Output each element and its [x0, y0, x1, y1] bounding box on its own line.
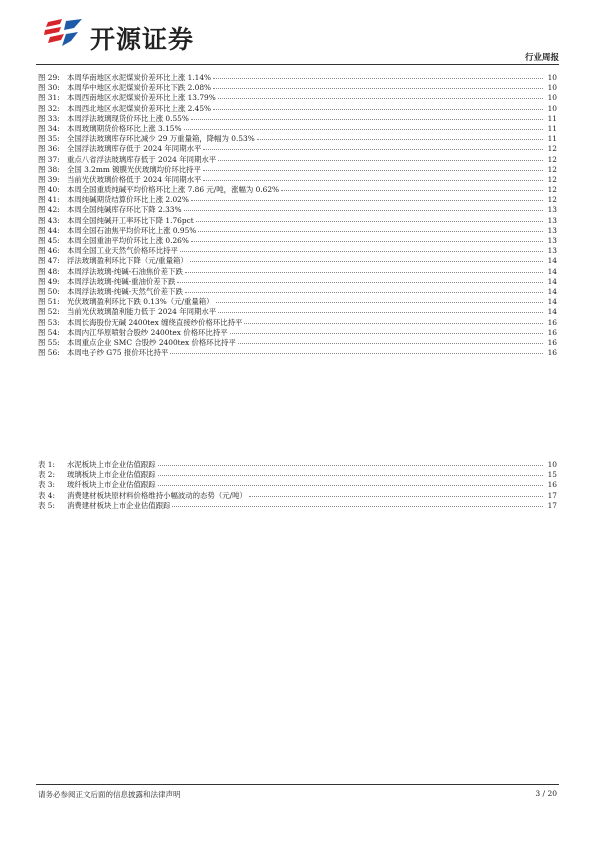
toc-entry-title: 本周华中地区水泥煤炭价差环比下跌 2.08% [67, 83, 212, 93]
toc-entry-title: 本周西南地区水泥煤炭价差环比上涨 13.79% [67, 93, 216, 103]
toc-entry-label: 图 36: [38, 144, 60, 154]
toc-entry-title: 全国浮法玻璃库存低于 2024 年同期水平 [67, 144, 202, 154]
toc-entry-page: 12 [547, 185, 557, 195]
toc-entry-page: 16 [547, 480, 557, 490]
dot-leader [177, 276, 543, 283]
toc-entry-title: 本周浮法玻璃现货价环比上涨 0.55% [67, 113, 189, 123]
toc-entry-page: 12 [547, 164, 557, 174]
toc-entry-label: 图 31: [38, 93, 60, 103]
toc-entry-title: 重点八省浮法玻璃库存低于 2024 年同期水平 [67, 154, 217, 164]
toc-entry-title: 本周长海股份无碱 2400tex 缠绕直接纱价格环比持平 [67, 317, 243, 327]
toc-entry-title: 消费建材板块原材料价格维持小幅波动的态势（元/吨） [67, 490, 247, 500]
dot-leader [203, 164, 543, 171]
toc-entry-label: 图 40: [38, 185, 60, 195]
toc-entry-title: 本周华南地区水泥煤炭价差环比上涨 1.14% [67, 73, 212, 82]
dot-leader [238, 337, 543, 344]
company-logo [44, 18, 244, 52]
toc-entry-page: 16 [547, 317, 557, 327]
toc-entry-page: 14 [547, 286, 557, 296]
toc-entry-page: 16 [547, 327, 557, 337]
toc-entry-page: 14 [547, 297, 557, 307]
toc-entry-label: 图 45: [38, 236, 60, 245]
toc-entry-page: 10 [547, 103, 557, 113]
dot-leader [191, 194, 543, 201]
dot-leader [198, 225, 543, 232]
toc-entry-page: 14 [547, 256, 557, 266]
dot-leader [213, 72, 543, 79]
disclaimer-note: 请务必参阅正文后面的信息披露和法律声明 [38, 790, 181, 799]
dot-leader [203, 143, 543, 150]
dot-leader [185, 286, 543, 293]
toc-entry-page: 11 [547, 123, 557, 133]
dot-leader [191, 113, 543, 120]
dot-leader [218, 306, 543, 313]
toc-entry-title: 本周电子纱 G75 报价环比持平 [67, 348, 169, 358]
toc-entry-page: 14 [547, 307, 557, 317]
toc-entry-label: 图 43: [38, 215, 60, 225]
toc-entry-label: 图 39: [38, 174, 60, 184]
table-entry[interactable] [38, 501, 557, 511]
toc-entry-page: 17 [547, 490, 557, 500]
toc-entry-page: 11 [547, 134, 557, 144]
toc-entry-title: 本周西北地区水泥煤炭价差环比上涨 2.45% [67, 103, 212, 113]
dot-leader [170, 347, 543, 354]
dot-leader [244, 317, 543, 324]
toc-entry-label: 图 46: [38, 246, 60, 256]
toc-entry-label: 图 52: [38, 307, 60, 317]
toc-entry-label: 图 51: [38, 297, 60, 307]
toc-entry-page: 13 [547, 215, 557, 225]
page-number: 3 / 20 [535, 789, 557, 798]
toc-entry-title: 全国 3.2mm 镀膜光伏玻璃均价环比持平 [67, 164, 201, 174]
toc-entry-page: 17 [547, 500, 557, 510]
dot-leader [158, 459, 543, 466]
dot-leader [230, 327, 543, 334]
dot-leader [281, 184, 543, 191]
dot-leader [191, 235, 543, 242]
toc-entry-title: 当前光伏玻璃价格低于 2024 年同期水平 [67, 174, 202, 184]
toc-entry-label: 图 38: [38, 164, 60, 174]
toc-entry-label: 图 44: [38, 225, 60, 235]
dot-leader [213, 82, 543, 89]
toc-entry-page: 10 [547, 83, 557, 93]
toc-entry-title: 本周全国工业天然气价格环比持平 [67, 246, 178, 256]
report-type-label: 行业周报 [524, 53, 559, 63]
toc-entry-page: 10 [547, 93, 557, 103]
toc-entry-page: 11 [547, 113, 557, 123]
toc-entry-label: 图 42: [38, 205, 60, 215]
logo-mark-icon [44, 19, 84, 49]
toc-entry-label: 图 54: [38, 327, 60, 337]
dot-leader [249, 490, 543, 497]
toc-entry-page: 12 [547, 195, 557, 205]
toc-entry-page: 13 [547, 225, 557, 235]
toc-entry-label: 图 55: [38, 337, 60, 347]
toc-entry-label: 图 30: [38, 83, 60, 93]
dot-leader [213, 103, 543, 110]
dot-leader [185, 266, 543, 273]
toc-entry-title: 消费建材板块上市企业估值跟踪 [67, 500, 171, 510]
toc-entry-title: 本周全国石油焦平均价环比上涨 0.95% [67, 225, 197, 235]
toc-entry-label: 图 35: [38, 134, 60, 144]
toc-entry-title: 光伏玻璃盈利环比下跌 0.13%（元/重量箱） [67, 297, 214, 307]
toc-entry-label: 图 47: [38, 256, 60, 266]
toc-entry-label: 表 5: [38, 500, 55, 510]
toc-entry-page: 13 [547, 205, 557, 215]
footer-divider [36, 784, 559, 785]
toc-entry-label: 图 49: [38, 276, 60, 286]
dot-leader [203, 174, 543, 181]
toc-entry-page: 16 [547, 348, 557, 358]
toc-entry-title: 玻纤板块上市企业估值跟踪 [67, 480, 156, 490]
dot-leader [172, 500, 543, 507]
toc-entry-label: 图 48: [38, 266, 60, 276]
toc-entry-title: 本周全国重油平均价环比上涨 0.26% [67, 236, 189, 245]
dot-leader [218, 154, 543, 161]
toc-entry-label: 表 3: [38, 480, 55, 490]
toc-entry-page: 14 [547, 266, 557, 276]
dot-leader [196, 215, 543, 222]
toc-entry-page: 13 [547, 246, 557, 256]
dot-leader [184, 123, 543, 130]
toc-entry-label: 表 1: [38, 460, 55, 469]
dot-leader [257, 133, 543, 140]
dot-leader [158, 479, 543, 486]
toc-entry-label: 图 41: [38, 195, 60, 205]
company-name: 开源证券 [90, 25, 195, 54]
toc-entry-title: 本周玻璃期货价格环比上涨 3.15% [67, 123, 182, 133]
toc-entry-page: 13 [547, 236, 557, 245]
dot-leader [216, 296, 543, 303]
toc-entry-label: 图 32: [38, 103, 60, 113]
toc-entry-title: 本周纯碱期货结算价环比上涨 2.02% [67, 195, 189, 205]
toc-entry-label: 图 53: [38, 317, 60, 327]
toc-entry-label: 图 34: [38, 123, 60, 133]
toc-entry-title: 浮法玻璃盈利环比下降（元/重量箱） [67, 256, 188, 266]
dot-leader [190, 255, 543, 262]
toc-entry-title: 本周浮法玻璃-纯碱-石油焦价差下跌 [67, 266, 183, 276]
toc-entry-title: 本周全国重质纯碱平均价格环比上涨 7.86 元/吨，涨幅为 0.62% [67, 185, 280, 195]
dot-leader [158, 469, 543, 476]
toc-entry-label: 图 29: [38, 73, 60, 82]
figure-entry[interactable] [38, 348, 557, 358]
header-divider [36, 64, 559, 65]
toc-entry-page: 16 [547, 337, 557, 347]
toc-entry-page: 12 [547, 144, 557, 154]
toc-entry-page: 10 [547, 460, 557, 469]
dot-leader [184, 204, 543, 211]
toc-entry-title: 当前光伏玻璃盈利能力低于 2024 年同期水平 [67, 307, 217, 317]
toc-entry-page: 15 [547, 470, 557, 480]
toc-entry-title: 本周内江华原喷射合股纱 2400tex 价格环比持平 [67, 327, 228, 337]
toc-entry-title: 本周重点企业 SMC 合股纱 2400tex 价格环比持平 [67, 337, 236, 347]
toc-entry-page: 12 [547, 174, 557, 184]
figure-index [38, 73, 557, 358]
toc-entry-label: 图 50: [38, 286, 60, 296]
toc-entry-label: 表 4: [38, 490, 55, 500]
toc-entry-label: 图 33: [38, 113, 60, 123]
dot-leader [218, 92, 543, 99]
toc-entry-page: 10 [547, 73, 557, 82]
toc-entry-title: 本周全国纯碱库存环比下降 2.33% [67, 205, 182, 215]
toc-entry-label: 表 2: [38, 470, 55, 480]
toc-entry-title: 本周浮法玻璃-纯碱-天然气价差下跌 [67, 286, 183, 296]
toc-entry-title: 本周全国纯碱开工率环比下降 1.76pct [67, 215, 194, 225]
toc-entry-title: 玻璃板块上市企业估值跟踪 [67, 470, 156, 480]
toc-entry-page: 14 [547, 276, 557, 286]
dot-leader [180, 245, 543, 252]
toc-entry-title: 全国浮法玻璃库存环比减少 29 万重量箱，降幅为 0.53% [67, 134, 255, 144]
toc-entry-label: 图 56: [38, 348, 60, 358]
toc-entry-title: 本周浮法玻璃-纯碱-重油价差下跌 [67, 276, 176, 286]
table-index [38, 460, 557, 511]
toc-entry-page: 12 [547, 154, 557, 164]
toc-entry-label: 图 37: [38, 154, 60, 164]
toc-entry-title: 水泥板块上市企业估值跟踪 [67, 460, 156, 469]
